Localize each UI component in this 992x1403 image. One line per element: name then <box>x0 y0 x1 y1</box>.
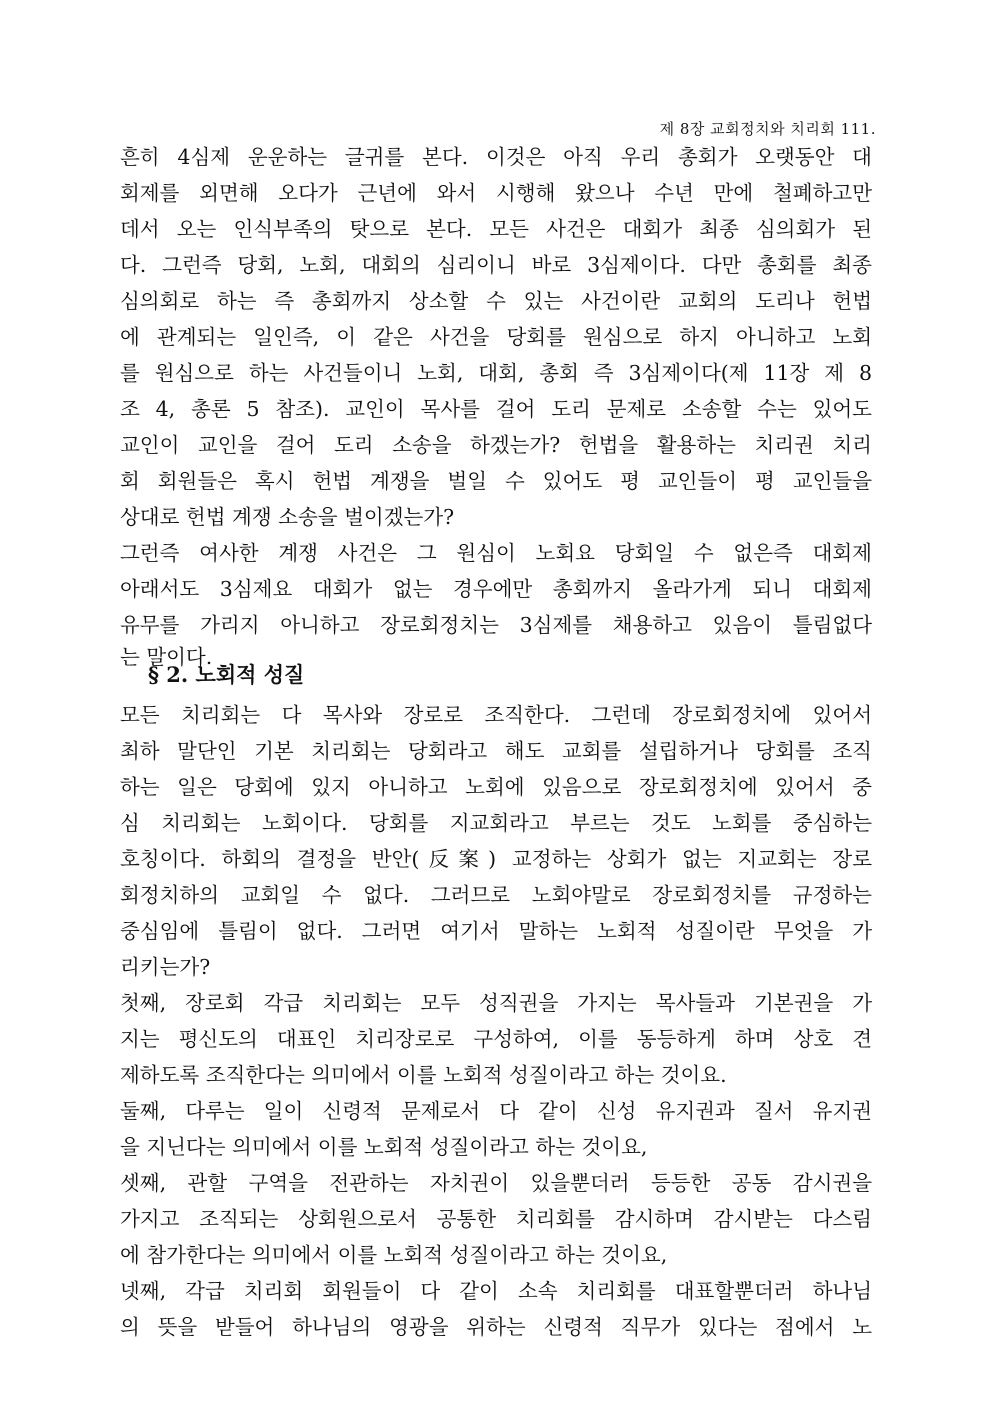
text-line: 아래서도 3심제요 대회가 없는 경우에만 총회까지 올라가게 되니 대회제 <box>120 577 872 601</box>
text-line: 회제를 외면해 오다가 근년에 와서 시행해 왔으나 수년 만에 철폐하고만 <box>120 181 872 205</box>
text-line: 가지고 조직되는 상회원으로서 공통한 치리회를 감시하며 감시받는 다스림 <box>120 1207 872 1231</box>
text-line: 에 관계되는 일인즉, 이 같은 사건을 당회를 원심으로 하지 아니하고 노회 <box>120 325 872 349</box>
text-line: 첫째, 장로회 각급 치리회는 모두 성직권을 가지는 목사들과 기본권을 가 <box>120 991 872 1015</box>
text-line: 교인이 교인을 걸어 도리 소송을 하겠는가? 헌법을 활용하는 치리권 치리 <box>120 433 872 457</box>
text-line: 상대로 헌법 계쟁 소송을 벌이겠는가? <box>120 505 455 529</box>
text-line: 회정치하의 교회일 수 없다. 그러므로 노회야말로 장로회정치를 규정하는 <box>120 883 872 907</box>
text-line: 의 뜻을 받들어 하나님의 영광을 위하는 신령적 직무가 있다는 점에서 노 <box>120 1315 872 1339</box>
text-line: 회 회원들은 혹시 헌법 계쟁을 벌일 수 있어도 평 교인들이 평 교인들을 <box>120 469 872 493</box>
text-line: 넷째, 각급 치리회 회원들이 다 같이 소속 치리회를 대표할뿐더러 하나님 <box>120 1279 872 1303</box>
text-line: 다. 그런즉 당회, 노회, 대회의 심리이니 바로 3심제이다. 다만 총회를 최종 <box>120 253 872 277</box>
text-line: 데서 오는 인식부족의 탓으로 본다. 모든 사건은 대회가 최종 심의회가 된 <box>120 217 872 241</box>
running-header: 제 8장 교회정치와 치리회 111. <box>659 120 876 138</box>
text-line: 를 원심으로 하는 사건들이니 노회, 대회, 총회 즉 3심제이다(제 11장 제 8 <box>120 361 872 385</box>
text-line: 모든 치리회는 다 목사와 장로로 조직한다. 그런데 장로회정치에 있어서 <box>120 703 872 727</box>
text-line: 는 말이다. <box>120 645 213 669</box>
text-line: 중심임에 틀림이 없다. 그러면 여기서 말하는 노회적 성질이란 무엇을 가 <box>120 919 872 943</box>
text-line: 흔히 4심제 운운하는 글귀를 본다. 이것은 아직 우리 총회가 오랫동안 대 <box>120 145 872 169</box>
section-heading: § 2. 노회적 성질 <box>148 662 305 687</box>
text-line: 을 지닌다는 의미에서 이를 노회적 성질이라고 하는 것이요, <box>120 1135 648 1159</box>
text-line: 호칭이다. 하회의 결정을 반안(反案) 교정하는 상회가 없는 지교회는 장로 <box>120 847 872 871</box>
text-line: 리키는가? <box>120 955 211 979</box>
text-line: 조 4, 총론 5 참조). 교인이 목사를 걸어 도리 문제로 소송할 수는 있어도 <box>120 397 872 421</box>
text-line: 그런즉 여사한 계쟁 사건은 그 원심이 노회요 당회일 수 없은즉 대회제 <box>120 541 872 565</box>
text-line: 둘째, 다루는 일이 신령적 문제로서 다 같이 신성 유지권과 질서 유지권 <box>120 1099 872 1123</box>
text-line: 에 참가한다는 의미에서 이를 노회적 성질이라고 하는 것이요, <box>120 1243 668 1267</box>
text-line: 심 치리회는 노회이다. 당회를 지교회라고 부르는 것도 노회를 중심하는 <box>120 811 872 835</box>
text-line: 셋째, 관할 구역을 전관하는 자치권이 있을뿐더러 등등한 공동 감시권을 <box>120 1171 872 1195</box>
text-line: 제하도록 조직한다는 의미에서 이를 노회적 성질이라고 하는 것이요. <box>120 1063 727 1087</box>
text-line: 심의회로 하는 즉 총회까지 상소할 수 있는 사건이란 교회의 도리나 헌법 <box>120 289 872 313</box>
text-line: 지는 평신도의 대표인 치리장로로 구성하여, 이를 동등하게 하며 상호 견 <box>120 1027 872 1051</box>
text-line: 최하 말단인 기본 치리회는 당회라고 해도 교회를 설립하거나 당회를 조직 <box>120 739 872 763</box>
text-line: 하는 일은 당회에 있지 아니하고 노회에 있음으로 장로회정치에 있어서 중 <box>120 775 872 799</box>
text-line: 유무를 가리지 아니하고 장로회정치는 3심제를 채용하고 있음이 틀림없다 <box>120 613 872 637</box>
